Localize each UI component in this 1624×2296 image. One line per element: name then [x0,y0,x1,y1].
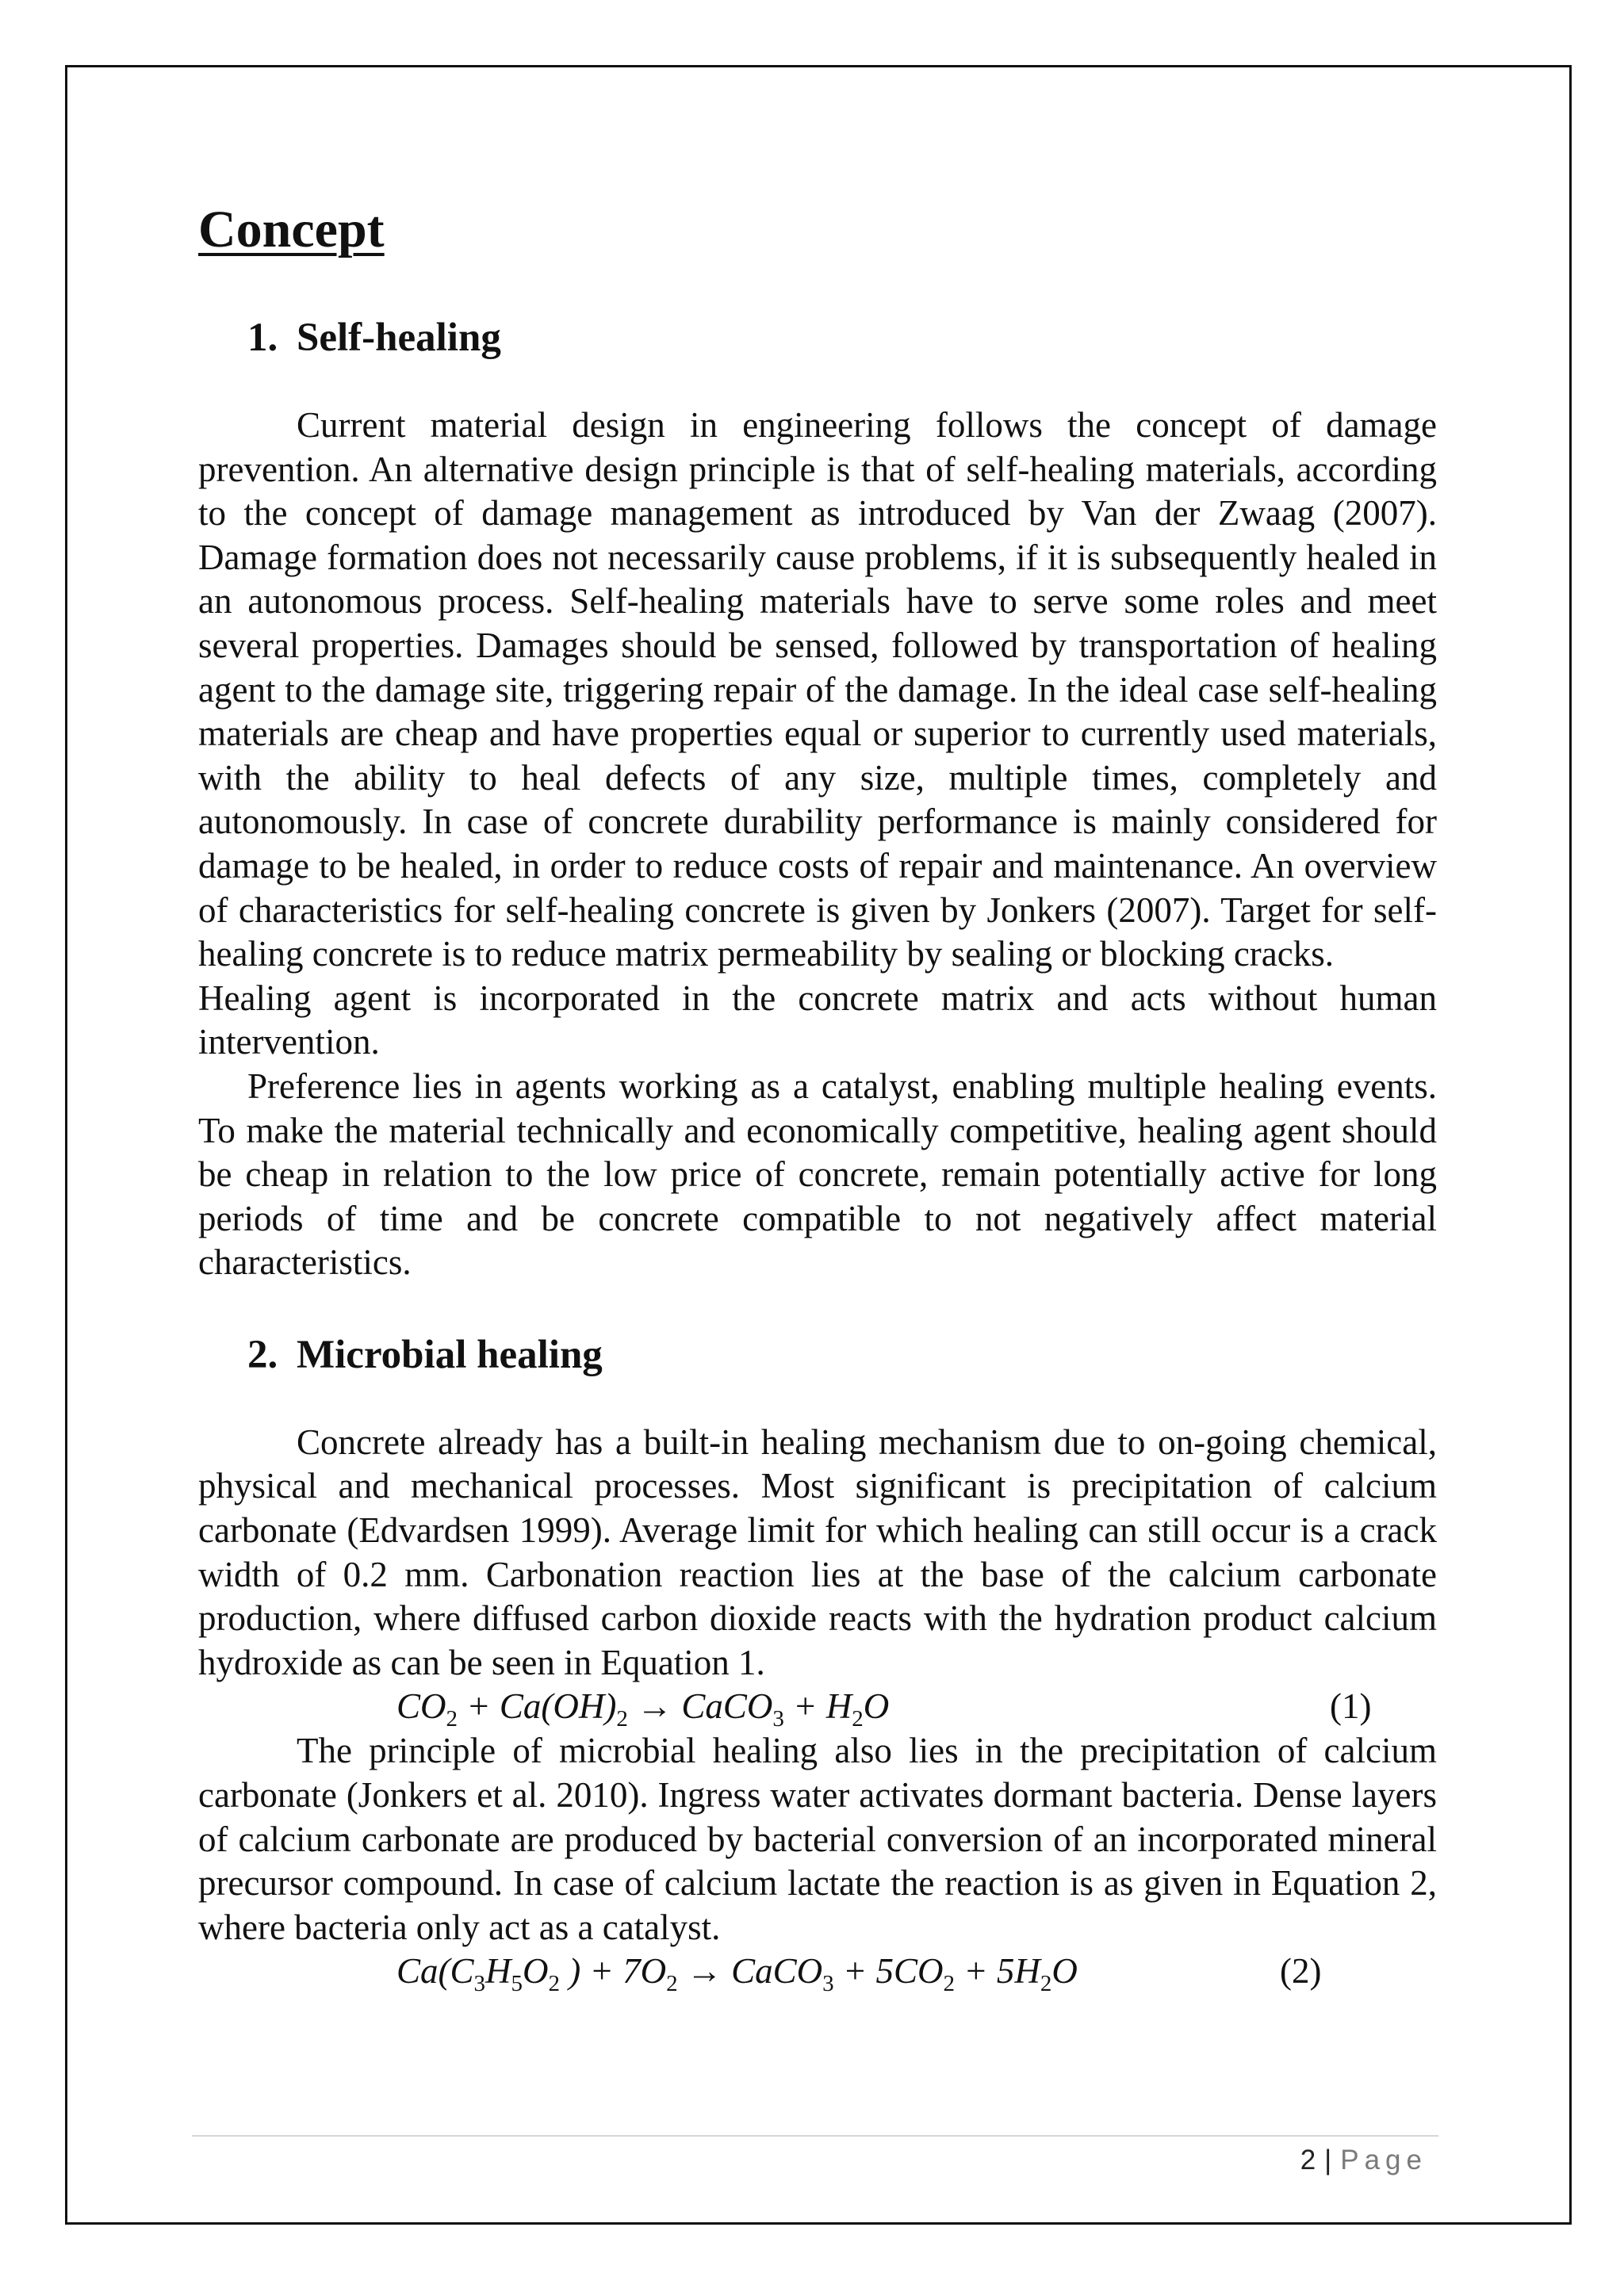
eq-subscript: 2 [852,1706,864,1732]
eq-subscript: 2 [446,1706,458,1732]
equation-expression [396,1685,889,1734]
equation-number: (2) [1280,1951,1322,1992]
eq-term: → CaCO [677,1951,823,1992]
equation-1 [198,1685,1437,1732]
equation-number: (1) [1330,1686,1372,1727]
eq-subscript: 2 [1040,1971,1052,1997]
paragraph: Current material design in engineering follows the concept of damage prevention. An alternative design principle is that of self-healing materials, according to the concept of damage management as introduced by Van der Zwaag (2007). Damage formation does not necessarily cause problems, if it is subsequently healed in an autonomous process. Self-healing materials have to serve some roles and meet several properties. Damages should be sensed, followed by transportation of healing agent to the damage site, triggering repair of the damage. In the ideal case self-healing materials are cheap and have properties equal or superior to currently used materials, with the ability to heal defects of any size, multiple times, completely and autonomously. In case of concrete durability performance is mainly considered for damage to be healed, in order to reduce costs of repair and maintenance. An overview of characteristics for self-healing concrete is given by Jonkers (2007). Target for self-healing concrete is to reduce matrix permeability by sealing or blocking cracks. [198,405,1437,974]
eq-term: + Ca(OH) [458,1686,617,1727]
page-number: 2 [1300,2145,1317,2175]
section-title: Self-healing [297,316,501,360]
paragraph: Concrete already has a built-in healing mechanism due to on-going chemical, physical and mechanical processes. Most significant is precipitation of calcium carbonate (Edvardsen 1999). Average limit for which healing can still occur is a crack width of 0.2 mm. Carbonation reaction lies at the base of the calcium carbonate production, where diffused carbon dioxide reacts with the hydration product calcium hydroxide as can be seen in Equation 1. [198,1422,1437,1682]
section-title: Microbial healing [297,1332,603,1377]
section-heading-self-healing [247,314,1437,362]
page-content [198,182,1437,1997]
eq-term: Ca(C [396,1951,474,1992]
page-footer [1300,2145,1427,2176]
eq-term: + 5H [955,1951,1040,1992]
eq-subscript: 2 [616,1706,628,1732]
eq-term: O [1051,1951,1078,1992]
eq-subscript: 3 [772,1706,784,1732]
eq-subscript: 5 [511,1971,523,1997]
eq-subscript: 3 [473,1971,486,1997]
section-heading-microbial-healing [247,1331,1437,1379]
paragraph: Healing agent is incorporated in the concrete matrix and acts without human intervention. [198,978,1437,1062]
eq-term: O [863,1686,890,1727]
eq-subscript: 2 [666,1971,678,1997]
paragraph: The principle of microbial healing also lies in the precipitation of calcium carbonate (Jonkers et al. 2010). Ingress water activates dormant bacteria. Dense layers of calcium carbonate are produced by bacterial conversion of an incorporated mineral precursor compound. In case of calcium lactate the reaction is as given in Equation 2, where bacteria only act as a catalyst. [198,1731,1437,1947]
section-number: 1. [247,316,278,360]
page-title: Concept [198,201,385,258]
equation-2 [198,1950,1437,1997]
eq-term: ) + 7O [560,1951,667,1992]
eq-term: + 5CO [833,1951,944,1992]
eq-term: CO [396,1686,446,1727]
footer-separator: | [1324,2145,1333,2175]
eq-subscript: 2 [943,1971,956,1997]
eq-subscript: 3 [822,1971,834,1997]
footer-divider [192,2135,1438,2137]
equation-expression [396,1950,1078,1999]
paragraph: Preference lies in agents working as a catalyst, enabling multiple healing events. To make the material technically and economically competitive, healing agent should be cheap in relation to the low price of concrete, remain potentially active for long periods of time and be concrete compatible to not negatively affect material characteristics. [198,1066,1437,1283]
page-label: Page [1340,2145,1427,2175]
section-number: 2. [247,1332,278,1377]
eq-term: H [485,1951,511,1992]
eq-term: O [523,1951,549,1992]
eq-term: + H [783,1686,852,1727]
eq-term: → CaCO [627,1686,773,1727]
eq-subscript: 2 [548,1971,561,1997]
